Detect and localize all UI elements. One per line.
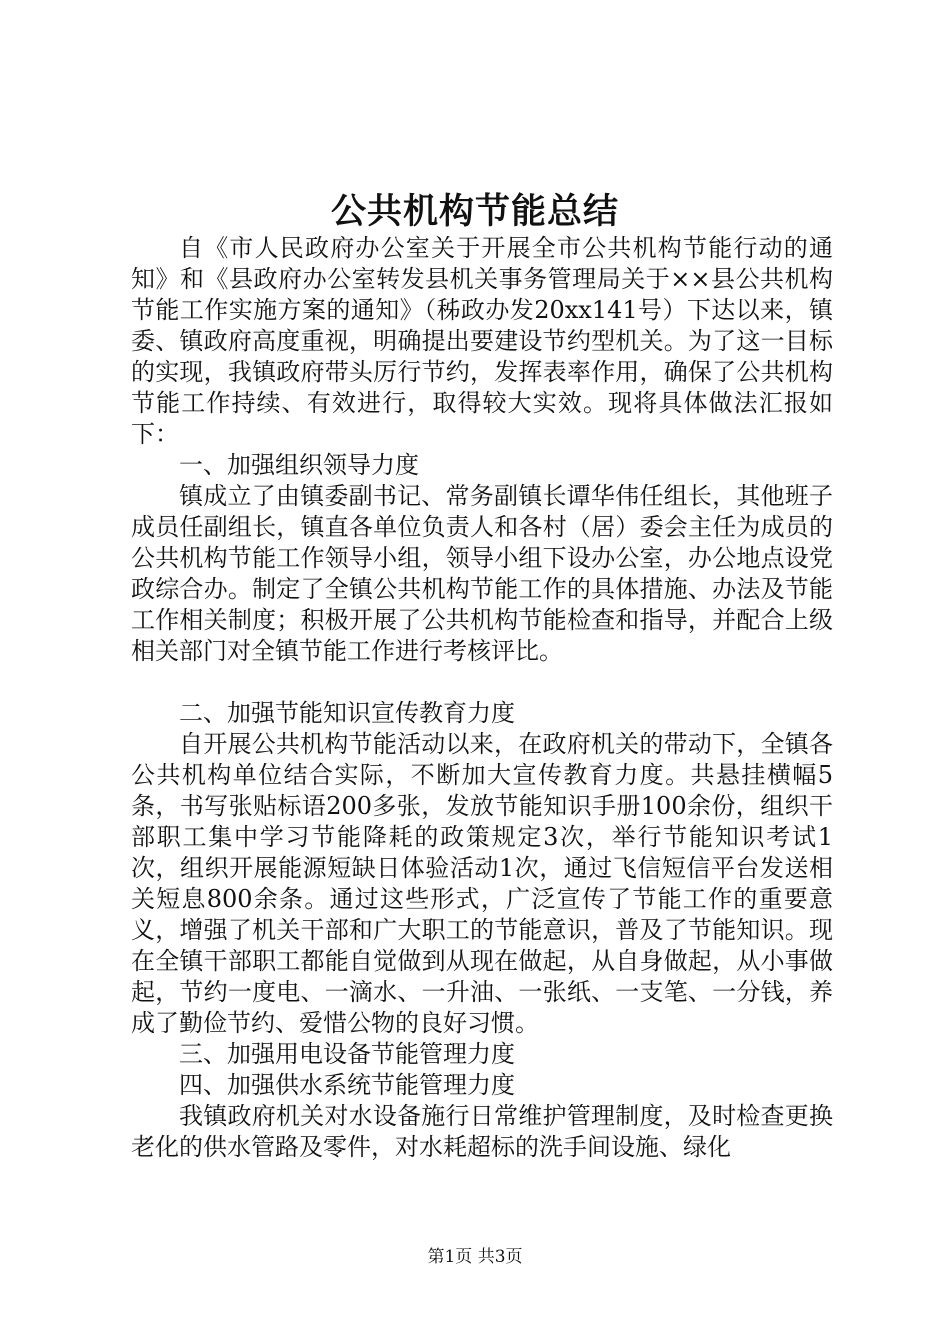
intro-paragraph: 自《市人民政府办公室关于开展全市公共机构节能行动的通知》和《县政府办公室转发县机关事务管理局关于××县公共机构节能工作实施方案的通知》（秭政办发20xx141号）下达以来，镇委、镇政府高度重视，明确提出要建设节约型机关。为了这一目标的实现，我镇政府带头厉行节约，发挥表率作用，确保了公共机构节能工作持续、有效进行，取得较大实效。现将具体做法汇报如下：	[131, 234, 833, 448]
section-body-1: 镇成立了由镇委副书记、常务副镇长谭华伟任组长，其他班子成员任副组长，镇直各单位负责人和各村（居）委会主任为成员的公共机构节能工作领导小组，领导小组下设办公室，办公地点设党政综合办。制定了全镇公共机构节能工作的具体措施、办法及节能工作相关制度；积极开展了公共机构节能检查和指导，并配合上级相关部门对全镇节能工作进行考核评比。	[131, 482, 833, 665]
section-body-2: 自开展公共机构节能活动以来，在政府机关的带动下，全镇各公共机构单位结合实际，不断加大宣传教育力度。共悬挂横幅5条，书写张贴标语200多张，发放节能知识手册100余份，组织干部职工集中学习节能降耗的政策规定3次，举行节能知识考试1次，组织开展能源短缺日体验活动1次，通过飞信短信平台发送相关短息800余条。通过这些形式，广泛宣传了节能工作的重要意义，增强了机关干部和广大职工的节能意识，普及了节能知识。现在全镇干部职工都能自觉做到从现在做起，从自身做起，从小事做起，节约一度电、一滴水、一升油、一张纸、一支笔、一分钱，养成了勤俭节约、爱惜公物的良好习惯。	[131, 730, 833, 1037]
document-title: 公共机构节能总结	[330, 191, 619, 232]
section-heading-3: 三、加强用电设备节能管理力度	[179, 1040, 515, 1068]
page-number-footer: 第1页 共3页	[427, 1247, 523, 1267]
section-heading-1: 一、加强组织领导力度	[179, 451, 419, 479]
paragraph-spacer	[131, 667, 833, 698]
section-body-4: 我镇政府机关对水设备施行日常维护管理制度，及时检查更换老化的供水管路及零件，对水耗超标的洗手间设施、绿化	[131, 1102, 833, 1161]
section-heading-4: 四、加强供水系统节能管理力度	[179, 1071, 515, 1099]
document-body	[131, 233, 833, 1163]
section-heading-2: 二、加强节能知识宣传教育力度	[179, 699, 515, 727]
